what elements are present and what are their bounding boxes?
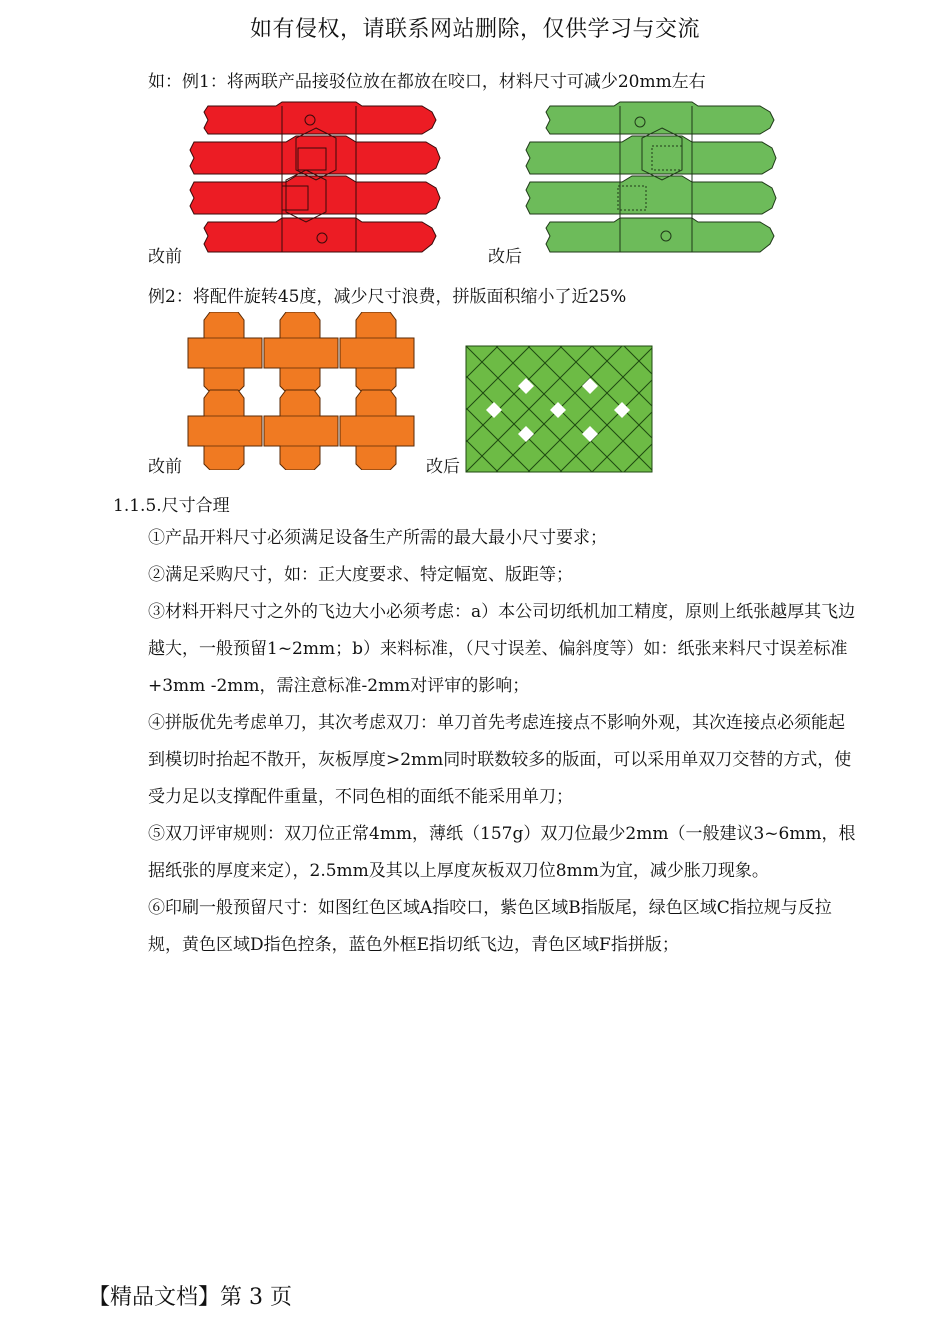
example2-text: 例2：将配件旋转45度，减少尺寸浪费，拼版面积缩小了近25% [148,287,627,307]
example1-before-diagram [186,100,446,260]
example1-after-diagram [522,100,782,260]
section-heading: 1.1.5.尺寸合理 [113,496,230,516]
list-item: ③材料开料尺寸之外的飞边大小必须考虑：a）本公司切纸机加工精度，原则上纸张越厚其飞边越大，一般预留1~2mm；b）来料标准，（尺寸误差、偏斜度等）如：纸张来料尺寸误差标准+3mm -2mm，需注意标准-2mm对评审的影响； [148,602,856,696]
page-footer: 【精品文档】第 3 页 [88,1285,292,1310]
example1-text: 如：例1：将两联产品接驳位放在都放在咬口，材料尺寸可减少20mm左右 [148,72,706,92]
page-header: 如有侵权，请联系网站删除，仅供学习与交流 [249,17,700,42]
example1-before-label: 改前 [148,247,182,267]
example2-before-label: 改前 [148,457,182,477]
list-item: ②满足采购尺寸，如：正大度要求、特定幅宽、版距等； [148,565,573,585]
section-body [148,520,860,964]
example1-after-label: 改后 [488,247,522,267]
list-item: ⑤双刀评审规则：双刀位正常4mm，薄纸（157g）双刀位最少2mm（一般建议3~6mm，根据纸张的厚度来定），2.5mm及其以上厚度灰板双刀位8mm为宜，减少胀刀现象。 [148,824,856,881]
list-item: ④拼版优先考虑单刀，其次考虑双刀：单刀首先考虑连接点不影响外观，其次连接点必须能起到模切时抬起不散开，灰板厚度>2mm同时联数较多的版面，可以采用单双刀交替的方式，使受力足以支撑配件重量，不同色相的面纸不能采用单刀； [148,713,852,807]
example2-before-diagram [186,312,418,470]
example2-after-diagram [464,344,654,474]
example2-after-label: 改后 [426,457,460,477]
list-item: ⑥印刷一般预留尺寸：如图红色区域A指咬口，紫色区域B指版尾，绿色区域C指拉规与反拉规，黄色区域D指色控条，蓝色外框E指切纸飞边，青色区域F指拼版； [148,898,832,955]
list-item: ①产品开料尺寸必须满足设备生产所需的最大最小尺寸要求； [148,528,607,548]
